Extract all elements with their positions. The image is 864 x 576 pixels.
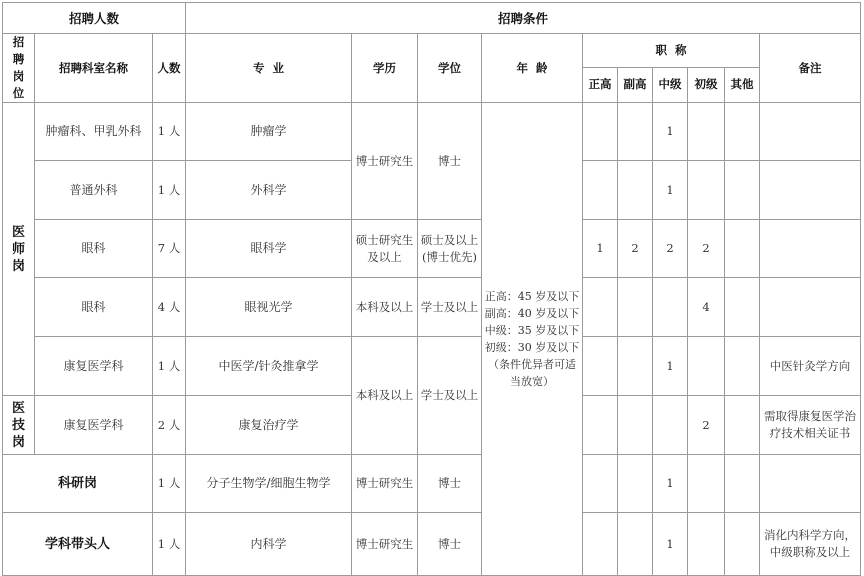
major-cell: 眼视光学 [186,278,352,337]
other-cell [725,513,760,576]
dept-cell: 眼科 [35,220,153,278]
note-cell: 中医针灸学方向 [760,337,861,396]
header-title: 职 称 [583,34,760,68]
other-cell [725,278,760,337]
zhongji-cell: 1 [653,455,688,513]
dept-cell: 康复医学科 [35,396,153,455]
zhenggao-cell [583,161,618,220]
num-cell: 1 人 [153,513,186,576]
edu-cell: 博士研究生 [352,513,418,576]
fugao-cell: 2 [618,220,653,278]
chuji-cell: 4 [688,278,725,337]
header-count-group: 招聘人数 [3,3,186,34]
zhongji-cell [653,278,688,337]
num-cell: 1 人 [153,103,186,161]
degree-cell: 博士 [418,513,482,576]
header-major: 专 业 [186,34,352,103]
zhenggao-cell: 1 [583,220,618,278]
age-requirement: 正高：45 岁及以下 副高：40 岁及以下 中级：35 岁及以下 初级：30 岁及以下 （条件优异者可适 当放宽） [482,103,583,576]
fugao-cell [618,455,653,513]
num-cell: 2 人 [153,396,186,455]
num-cell: 7 人 [153,220,186,278]
edu-cell: 博士研究生 [352,455,418,513]
zhongji-cell: 1 [653,337,688,396]
edu-cell: 本科及以上 [352,337,418,455]
table-row [3,455,861,513]
chuji-cell: 2 [688,396,725,455]
dept-cell: 眼科 [35,278,153,337]
zhongji-cell: 1 [653,103,688,161]
zhongji-cell: 1 [653,513,688,576]
chuji-cell: 2 [688,220,725,278]
note-cell [760,220,861,278]
fugao-cell [618,513,653,576]
header-num: 人数 [153,34,186,103]
edu-cell: 本科及以上 [352,278,418,337]
chuji-cell [688,161,725,220]
num-cell: 1 人 [153,161,186,220]
edu-cell: 博士研究生 [352,103,418,220]
note-cell: 消化内科学方向， 中级职称及以上 [760,513,861,576]
dept-cell: 康复医学科 [35,337,153,396]
group-doctor: 医 师 岗 [3,103,35,396]
major-cell: 中医学/针灸推拿学 [186,337,352,396]
degree-cell: 硕士及以上 (博士优先) [418,220,482,278]
note-cell [760,455,861,513]
table-row [3,513,861,576]
other-cell [725,103,760,161]
zhongji-cell [653,396,688,455]
dept-cell: 普通外科 [35,161,153,220]
major-cell: 分子生物学/细胞生物学 [186,455,352,513]
table-row [3,278,861,337]
degree-cell: 博士 [418,455,482,513]
zhenggao-cell [583,513,618,576]
fugao-cell [618,161,653,220]
other-cell [725,220,760,278]
zhenggao-cell [583,337,618,396]
header-title-other: 其他 [725,67,760,102]
num-cell: 1 人 [153,455,186,513]
degree-cell: 学士及以上 [418,278,482,337]
major-cell: 康复治疗学 [186,396,352,455]
degree-cell: 博士 [418,103,482,220]
header-conditions-group: 招聘条件 [186,3,861,34]
degree-cell: 学士及以上 [418,337,482,455]
zhenggao-cell [583,455,618,513]
header-title-fugao: 副高 [618,67,653,102]
fugao-cell [618,396,653,455]
other-cell [725,455,760,513]
note-cell [760,103,861,161]
major-cell: 外科学 [186,161,352,220]
header-dept: 招聘科室名称 [35,34,153,103]
group-leader: 学科带头人 [3,513,153,576]
zhongji-cell: 2 [653,220,688,278]
major-cell: 肿瘤学 [186,103,352,161]
group-tech: 医 技 岗 [3,396,35,455]
zhenggao-cell [583,278,618,337]
header-degree: 学位 [418,34,482,103]
fugao-cell [618,103,653,161]
zhongji-cell: 1 [653,161,688,220]
major-cell: 眼科学 [186,220,352,278]
zhenggao-cell [583,103,618,161]
other-cell [725,396,760,455]
chuji-cell [688,455,725,513]
header-title-zhongji: 中级 [653,67,688,102]
num-cell: 4 人 [153,278,186,337]
edu-cell: 硕士研究生 及以上 [352,220,418,278]
table-row [3,103,861,161]
header-edu: 学历 [352,34,418,103]
chuji-cell [688,103,725,161]
chuji-cell [688,513,725,576]
group-research: 科研岗 [3,455,153,513]
other-cell [725,161,760,220]
header-notes: 备注 [760,34,861,103]
dept-cell: 肿瘤科、甲乳外科 [35,103,153,161]
table-row [3,337,861,396]
fugao-cell [618,278,653,337]
note-cell: 需取得康复医学治 疗技术相关证书 [760,396,861,455]
header-position: 招 聘 岗 位 [3,34,35,103]
zhenggao-cell [583,396,618,455]
note-cell [760,161,861,220]
num-cell: 1 人 [153,337,186,396]
recruitment-table [2,2,861,576]
fugao-cell [618,337,653,396]
table-row [3,220,861,278]
chuji-cell [688,337,725,396]
other-cell [725,337,760,396]
header-title-chuji: 初级 [688,67,725,102]
header-age: 年 龄 [482,34,583,103]
note-cell [760,278,861,337]
header-title-zhenggao: 正高 [583,67,618,102]
major-cell: 内科学 [186,513,352,576]
